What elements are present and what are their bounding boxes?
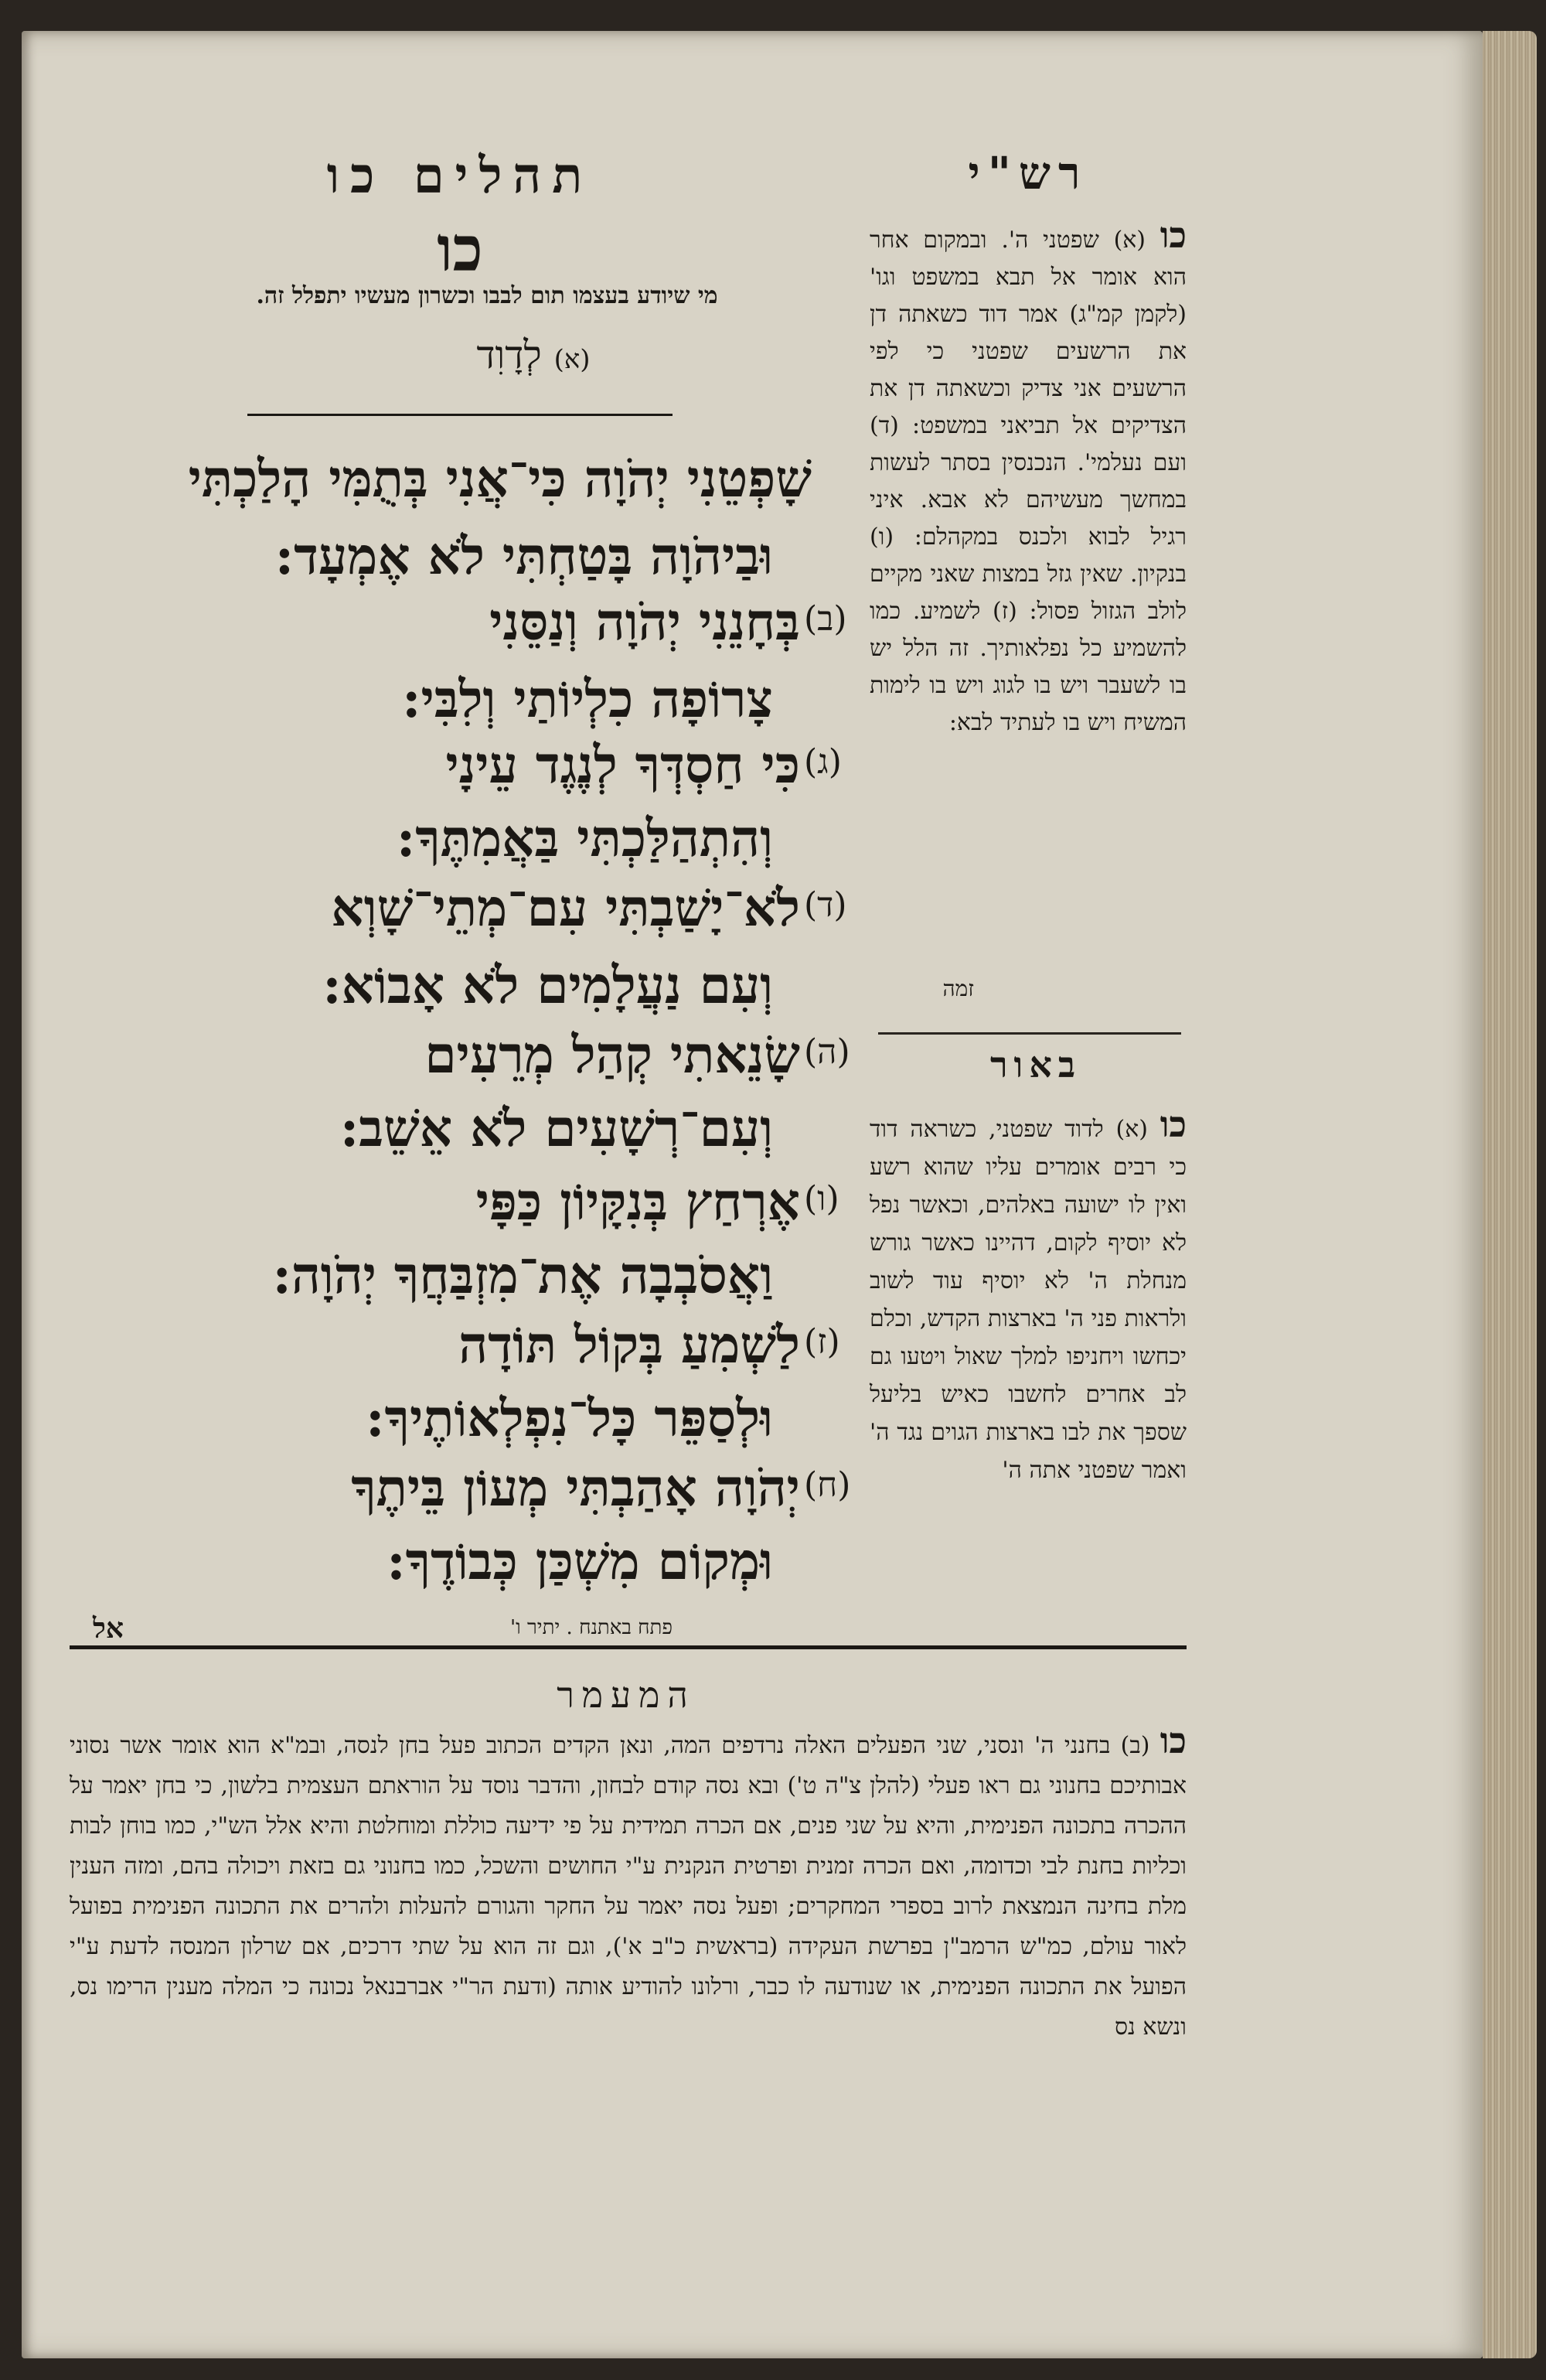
verse-3-line-2: וְהִתְהַלַּכְתִּי בַּאֲמִתֶּךָ: xyxy=(396,808,773,868)
page-edges xyxy=(1483,31,1537,2358)
biur-commentary xyxy=(870,1103,1187,1489)
rashi-signature: זמה xyxy=(942,976,974,1001)
verse-4-line-1: לֹא־יָשַׁבְתִּי עִם־מְתֵי־שָׁוְא xyxy=(331,878,800,938)
verse-5-number: (ה) xyxy=(804,1032,850,1072)
superscription-number: (א) xyxy=(553,344,591,375)
biur-dibbur: כו xyxy=(1160,1103,1187,1145)
column-divider xyxy=(878,1032,1181,1035)
chapter-summary: מי שיודע בעצמו תום לבבו וכשרון מעשיו יתפלל זה. xyxy=(256,282,718,309)
page-number: אל xyxy=(93,1612,124,1645)
superscription xyxy=(433,332,634,377)
verse-2-line-2: צָרוֹפָה כִלְיוֹתַי וְלִבִּי: xyxy=(402,669,773,729)
verse-4-line-2: וְעִם נַעֲלָמִים לֹא אָבוֹא: xyxy=(322,955,773,1015)
rashi-text: (א) שפטני ה'. ובמקום אחר הוא אומר אל תבא במשפט וגו' (לקמן קמ"ג) אמר דוד כשאתה דן את הרשעים שפטני כי לפי הרשעים אני צדיק וכשאתה דן את הצדיקים אל תביאני במשפט: (ד) ועם נעלמי'. הנכנסין בסתר לעשות במחשך מעשיהם לא אבא. איני רגיל לבוא ולכנס במקהלם: (ו) בנקיון. שאין גזל במצות שאני מקיים לולב הגזול פסול: (ז) לשמיע. כמו להשמיע כל נפלאותיך. זה הלל יש בו לשעבר ויש בו לגוג ויש בו לימות המשיח ויש בו לעתיד לבא: xyxy=(870,227,1187,736)
maamar-dibbur: כו xyxy=(1160,1720,1187,1761)
verse-2-number: (ב) xyxy=(804,599,847,639)
maamar-title: המעמר xyxy=(557,1674,696,1716)
biur-text: (א) לדוד שפטני, כשראה דוד כי רבים אומרים עליו שהוא רשע ואין לו ישועה באלהים, וכאשר נפל לא יוסיף לקום, דהיינו כאשר גורש מנחלת ה' לא יוסיף עוד לשוב ולראות פני ה' בארצות הקדש, וכלם יכחשו ויחניפו למלך שאול ויטעו גם לב אחרים לחשבו כאיש בליעל שספך את לבו בארצות הגוים נגד ה' ואמר שפטני אתה ה' xyxy=(870,1116,1187,1484)
page-title: תהלים כו xyxy=(326,147,594,205)
verse-3-number: (ג) xyxy=(804,742,842,782)
footer-rule xyxy=(70,1645,1187,1649)
biur-title: באור xyxy=(989,1044,1082,1086)
verse-6-line-1: אֶרְחַץ בְּנִקָּיוֹן כַּפָּי xyxy=(475,1171,800,1232)
verse-1-line-2: וּבַיהֹוָה בָּטַחְתִּי לֹא אֶמְעָד: xyxy=(274,526,773,586)
verse-7-line-1: לַשְׁמִעַ בְּקוֹל תּוֹדָה xyxy=(458,1314,800,1375)
header-rule xyxy=(247,414,673,416)
maamar-text: (ב) בחנני ה' ונסני, שני הפעלים האלה נרדפים המה, ונאן הקדים הכתוב פעל בחן לנסה, ובמ"א הוא אומר אשר נסוני אבותיכם בחנוני גם ראו פעלי (להלן צ"ה ט') ובא נסה קודם לבחון, והדבר נוסד על הוראתם העצמית בלשון, כי בחן יאמר על ההכרה בתכונה הפנימית, והיא על שני פנים, אם הכרה תמידית על פי ידיעה כוללת ומוחלטת והיא אלל הש"י, כמו בוחן לבות וכליות בחנת לבי וכדומה, ואם הכרה זמנית ופרטית הנקנית ע"י החושים והשכל, כמו בחנוני גם בזאת ויכולה בהם, ומזה הענין מלת בחינה הנמצאת לרוב בספרי המחקרים; ופעל נסה יאמר על החקר והגורם להעלות ולהרים את התכונה הפנימית בפועל לאור עולם, כמ"ש הרמב"ן בפרשת העקידה (בראשית כ"ב א'), וגם זה הוא על שתי דרכים, אם שרלון המנסה לדעת ע"י הפועל את התכונה הפנימית, או שנודעה לו כבר, ורלונו להודיע אותה (ודעת הר"י אברבנאל נכונה כי המלה מענין הרימו נס, ונשא נס xyxy=(70,1732,1187,2041)
verse-3-line-1: כִּי חַסְדְּךָ לְנֶגֶד עֵינָי xyxy=(445,735,800,795)
verse-8-line-1: יְהֹוָה אָהַבְתִּי מְעוֹן בֵּיתֶךָ xyxy=(351,1458,800,1518)
rashi-title: רש"י xyxy=(968,147,1088,199)
verse-7-line-2: וּלְסַפֵּר כָּל־נִפְלְאוֹתֶיךָ: xyxy=(366,1388,773,1448)
verse-6-number: (ו) xyxy=(804,1179,839,1219)
verse-8-number: (ח) xyxy=(804,1465,851,1505)
verse-1-line-1: שָׁפְטֵנִי יְהֹוָה כִּי־אֲנִי בְּתֻמִּי הָלַכְתִּי xyxy=(188,448,812,509)
chapter-number: כו xyxy=(437,213,483,285)
verse-6-line-2: וַאֲסֹבְבָה אֶת־מִזְבַּחֲךָ יְהֹוָה: xyxy=(272,1245,773,1305)
rashi-commentary xyxy=(870,214,1187,742)
maamar-commentary xyxy=(70,1720,1187,2048)
verse-8-line-2: וּמְקוֹם מִשְׁכַּן כְּבוֹדֶךָ: xyxy=(386,1531,773,1591)
verse-7-number: (ז) xyxy=(804,1322,840,1362)
superscription-text: לְדָוִד xyxy=(476,332,542,377)
verse-4-number: (ד) xyxy=(804,885,847,925)
printer-signature: פתח באתנח . יתיר ו' xyxy=(509,1616,673,1639)
verse-2-line-1: בְּחָנֵנִי יְהֹוָה וְנַסֵּנִי xyxy=(489,592,800,652)
verse-5-line-1: שָׂנֵאתִי קְהַל מְרֵעִים xyxy=(424,1025,800,1085)
rashi-dibbur: כו xyxy=(1160,214,1187,256)
verse-5-line-2: וְעִם־רְשָׁעִים לֹא אֵשֵׁב: xyxy=(339,1098,773,1158)
